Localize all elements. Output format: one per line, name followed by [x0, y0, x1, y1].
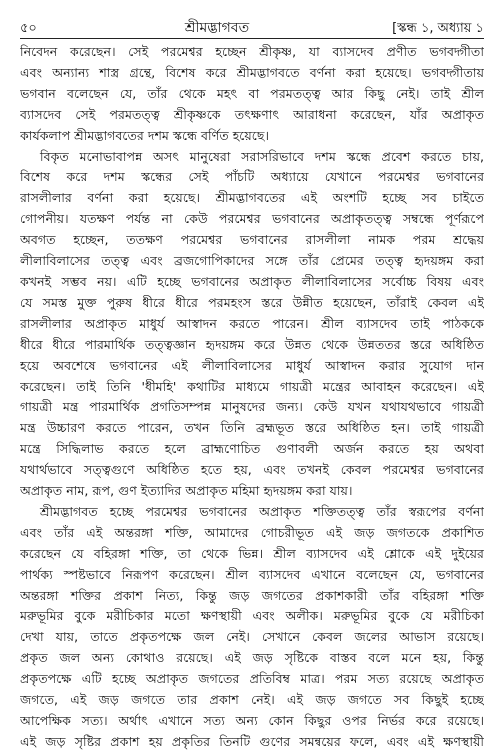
text-line: মন্ত্রে সিদ্ধিলাভ করতে হলে ব্রাহ্মণোচিত গুণাবলী অর্জন করতে হয় অথবা	[20, 441, 484, 457]
text-line: প্রকৃতপক্ষে এটি হচ্ছে অপ্রাকৃত জগতের প্রতিবিম্ব মাত্র। পরম সত্য রয়েছে অপ্রাকৃত	[20, 671, 484, 687]
text-line: পার্থক্য স্পষ্টভাবে নিরূপণ করেছেন। শ্রীল ব্যাসদেব এখানে বলেছেন যে, ভগবানের	[20, 566, 484, 582]
text-line: নিবেদন করেছেন। সেই পরমেশ্বর হচ্ছেন শ্রীকৃষ্ণ, যা ব্যাসদেব প্রণীত ভগবদ্গীতা	[20, 44, 484, 59]
book-title: শ্রীমদ্ভাগবত	[184, 20, 250, 36]
text-line: বিশেষ করে দশম স্কন্ধের সেই পাঁচটি অধ্যায়ে যেখানে পরমেশ্বর ভগবানের	[20, 169, 484, 185]
text-line: ধীরে ধীরে পারমার্থিক তত্ত্বজ্ঞান হৃদয়ঙ্গম করে উন্নত থেকে উন্নততর স্তরে অধিষ্ঠিত	[20, 336, 484, 352]
page-number: ৫০	[20, 21, 37, 36]
text-line: লীলাবিলাসের তত্ত্ব এবং ব্রজগোপিকাদের সঙ্গে তাঁর প্রেমের তত্ত্ব হৃদয়ঙ্গম করা	[20, 253, 484, 269]
text-line: মন্ত্র উচ্চারণ করতে পারেন, তখন তিনি ব্রহ্মভূত স্তরে অধিষ্ঠিত হন। তাই গায়ত্রী	[20, 420, 484, 436]
paragraph	[20, 42, 484, 147]
text-line: যে সমস্ত মুক্ত পুরুষ ধীরে ধীরে পরমহংস স্তরে উন্নীত হয়েছেন, তাঁরাই কেবল এই	[20, 294, 484, 310]
text-line: এই জড় সৃষ্টির প্রকাশ হয় প্রকৃতির তিনটি গুণের সমন্বয়ের ফলে, এবং এই ক্ষণস্থায়ী	[20, 733, 484, 749]
text-line: অন্তরঙ্গা শক্তির প্রকাশ নিত্য, কিন্তু জড় জগতের প্রকাশকারী তাঁর বহিরঙ্গা শক্তি	[20, 587, 484, 603]
text-line: মরুভূমির বুকে মরীচিকার মতো ক্ষণস্থায়ী এবং অলীক। মরুভূমির বুকে যে মরীচিকা	[20, 608, 484, 624]
text-line: এবং অন্যান্য শাস্ত্র গ্রন্থে, বিশেষ করে শ্রীমদ্ভাগবতে বর্ণনা করা হয়েছে। ভগবদ্গীতায়	[20, 64, 484, 80]
text-line: কার্যকলাপ শ্রীমদ্ভাগবতের দশম স্কন্ধে বর্ণিত হয়েছে।	[20, 127, 269, 143]
page-body	[20, 42, 484, 753]
text-line: শ্রীমদ্ভাগবত হচ্ছে পরমেশ্বর ভগবানের অপ্রাকৃত শক্তিতত্ত্ব তাঁর স্বরূপের বর্ণনা	[40, 503, 484, 519]
text-line: দেখা যায়, তাতে প্রকৃতপক্ষে জল নেই। সেখানে কেবল জলের আভাস রয়েছে।	[20, 629, 484, 645]
text-line: জগতে, এই জড় জগতে তার প্রকাশ নেই। এই জড় জগতে সব কিছুই হচ্ছে	[20, 692, 484, 708]
text-line: কখনই সম্ভব নয়। এটি হচ্ছে ভগবানের অপ্রাকৃত লীলাবিলাসের সর্বোচ্চ বিষয় এবং	[20, 273, 484, 289]
text-line: ভগবান বলেছেন যে, তাঁর থেকে মহৎ বা পরমতত্ত্ব আর কিছু নেই। তাই শ্রীল	[20, 85, 484, 101]
text-line: বিকৃত মনোভাবাপন্ন অসৎ মানুষেরা সরাসরিভাবে দশম স্কন্ধে প্রবেশ করতে চায়,	[40, 148, 484, 164]
section-label: [স্কন্ধ ১, অধ্যায় ১	[392, 21, 484, 36]
paragraph	[20, 147, 484, 502]
paragraph	[20, 502, 484, 753]
text-line: যথার্থভাবে সত্ত্বগুণে অধিষ্ঠিত হতে হয়, এবং তখনই কেবল পরমেশ্বর ভগবানের	[20, 462, 484, 478]
text-line: হয়ে অবশেষে ভগবানের এই লীলাবিলাসের মাধুর্য আস্বাদন করার সুযোগ দান	[20, 357, 484, 373]
text-line: করেছেন। তাই তিনি 'ধীমহি' কথাটির মাধ্যমে গায়ত্রী মন্ত্রের আবাহন করেছেন। এই	[20, 378, 484, 394]
text-line: অবগত হচ্ছেন, ততক্ষণ পরমেশ্বর ভগবানের রাসলীলা নামক পরম শ্রদ্ধেয়	[20, 232, 484, 248]
page-header	[20, 16, 484, 38]
text-line: করেছেন যে বহিরঙ্গা শক্তি, তা থেকে ভিন্ন। শ্রীল ব্যাসদেব এই শ্লোকে এই দুইয়ের	[20, 545, 484, 561]
text-line: গোপনীয়। যতক্ষণ পর্যন্ত না কেউ পরমেশ্বর ভগবানের অপ্রাকৃতত্ত্ব সম্বন্ধে পূর্ণরূপে	[20, 211, 484, 227]
text-line: আপেক্ষিক সত্য। অর্থাৎ এখানে সত্য অন্য কোন কিছুর ওপর নির্ভর করে রয়েছে।	[20, 713, 484, 728]
text-line: গায়ত্রী মন্ত্র পারমার্থিক প্রগতিসম্পন্ন মানুষদের জন্য। কেউ যখন যথাযথভাবে গায়ত্রী	[20, 399, 484, 415]
text-line: রাসলীলার বর্ণনা করা হয়েছে। শ্রীমদ্ভাগবতের এই অংশটি হচ্ছে সব চাইতে	[20, 190, 484, 206]
text-line: অপ্রাকৃত নাম, রূপ, গুণ ইত্যাদির অপ্রাকৃত মহিমা হৃদয়ঙ্গম করা যায়।	[20, 483, 353, 499]
text-line: ব্যাসদেব সেই পরমতত্ত্ব শ্রীকৃষ্ণকে তৎক্ষণাৎ আরাধনা করেছেন, যাঁর অপ্রাকৃত	[20, 106, 484, 122]
text-line: এবং তাঁর এই অন্তরঙ্গা শক্তি, আমাদের গোচরীভূত এই জড় জগতকে প্রকাশিত	[20, 524, 484, 540]
text-line: রাসলীলার অপ্রাকৃত মাধুর্য আস্বাদন করতে পারেন। শ্রীল ব্যাসদেব তাই পাঠককে	[20, 315, 484, 331]
text-line: প্রকৃত জল অন্য কোথাও রয়েছে। এই জড় সৃষ্টিকে বাস্তব বলে মনে হয়, কিন্তু	[20, 650, 484, 666]
